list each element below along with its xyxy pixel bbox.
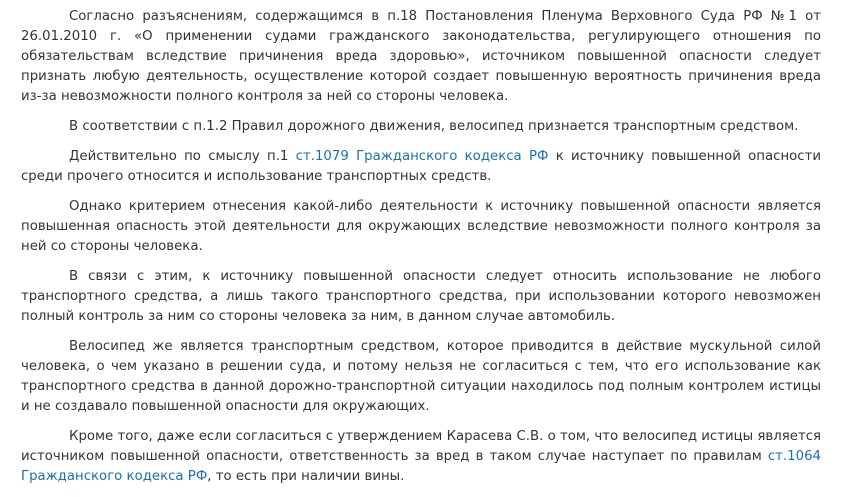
paragraph-4-text: Однако критерием отнесения какой-либо деятельности к источнику повышенной опасности является повышенная опасность этой деятельности для окружающих вследствие невозможности полного контроля за ней со стороны человека. — [21, 199, 821, 254]
paragraph-3-text-before: Действительно по смыслу п.1 — [69, 149, 296, 164]
paragraph-3 — [21, 147, 821, 187]
paragraph-5-text: В связи с этим, к источнику повышенной опасности следует относить использование не любого транспортного средства, а лишь такого транспортного средства, при использовании которого невозможен полный контроль за ним со стороны человека за ним, в данном случае автомобиль. — [21, 269, 821, 324]
link-article-1064[interactable]: ст.1064 Гражданского кодекса РФ — [21, 449, 821, 484]
paragraph-7-text-after: , то есть при наличии вины. — [207, 469, 405, 484]
paragraph-2 — [21, 117, 821, 137]
paragraph-1-text: Согласно разъяснениям, содержащимся в п.18 Постановления Пленума Верховного Суда РФ №1 от 26.01.2010 г. «О применении судами гражданского законодательства, регулирующего отношения по обязательствам вследствие причинения вреда здоровью», источником повышенной опасности следует признать любую деятельность, осуществление которой создает повышенную вероятность причинения вреда из-за невозможности полного контроля за ней со стороны человека. — [21, 9, 821, 104]
paragraph-7 — [21, 427, 821, 487]
paragraph-1 — [21, 7, 821, 107]
paragraph-6 — [21, 337, 821, 417]
paragraph-7-text-before: Кроме того, даже если согласиться с утверждением Карасева С.В. о том, что велосипед истицы является источником повышенной опасности, ответственность за вред в таком случае наступает по правилам — [21, 429, 821, 464]
paragraph-2-text: В соответствии с п.1.2 Правил дорожного движения, велосипед признается транспортным средством. — [69, 119, 799, 134]
paragraph-4 — [21, 197, 821, 257]
paragraph-6-text: Велосипед же является транспортным средством, которое приводится в действие мускульной силой человека, о чем указано в решении суда, и потому нельзя не согласиться с тем, что его использование как транспортного средства в данной дорожно-транспортной ситуации находилось под полным контролем истицы и не создавало повышенной опасности для окружающих. — [21, 339, 821, 414]
link-article-1079[interactable]: ст.1079 Гражданского кодекса РФ — [295, 149, 549, 164]
paragraph-3-text-after: к источнику повышенной опасности среди прочего относится и использование транспортных средств. — [21, 149, 821, 184]
paragraph-5 — [21, 267, 821, 327]
